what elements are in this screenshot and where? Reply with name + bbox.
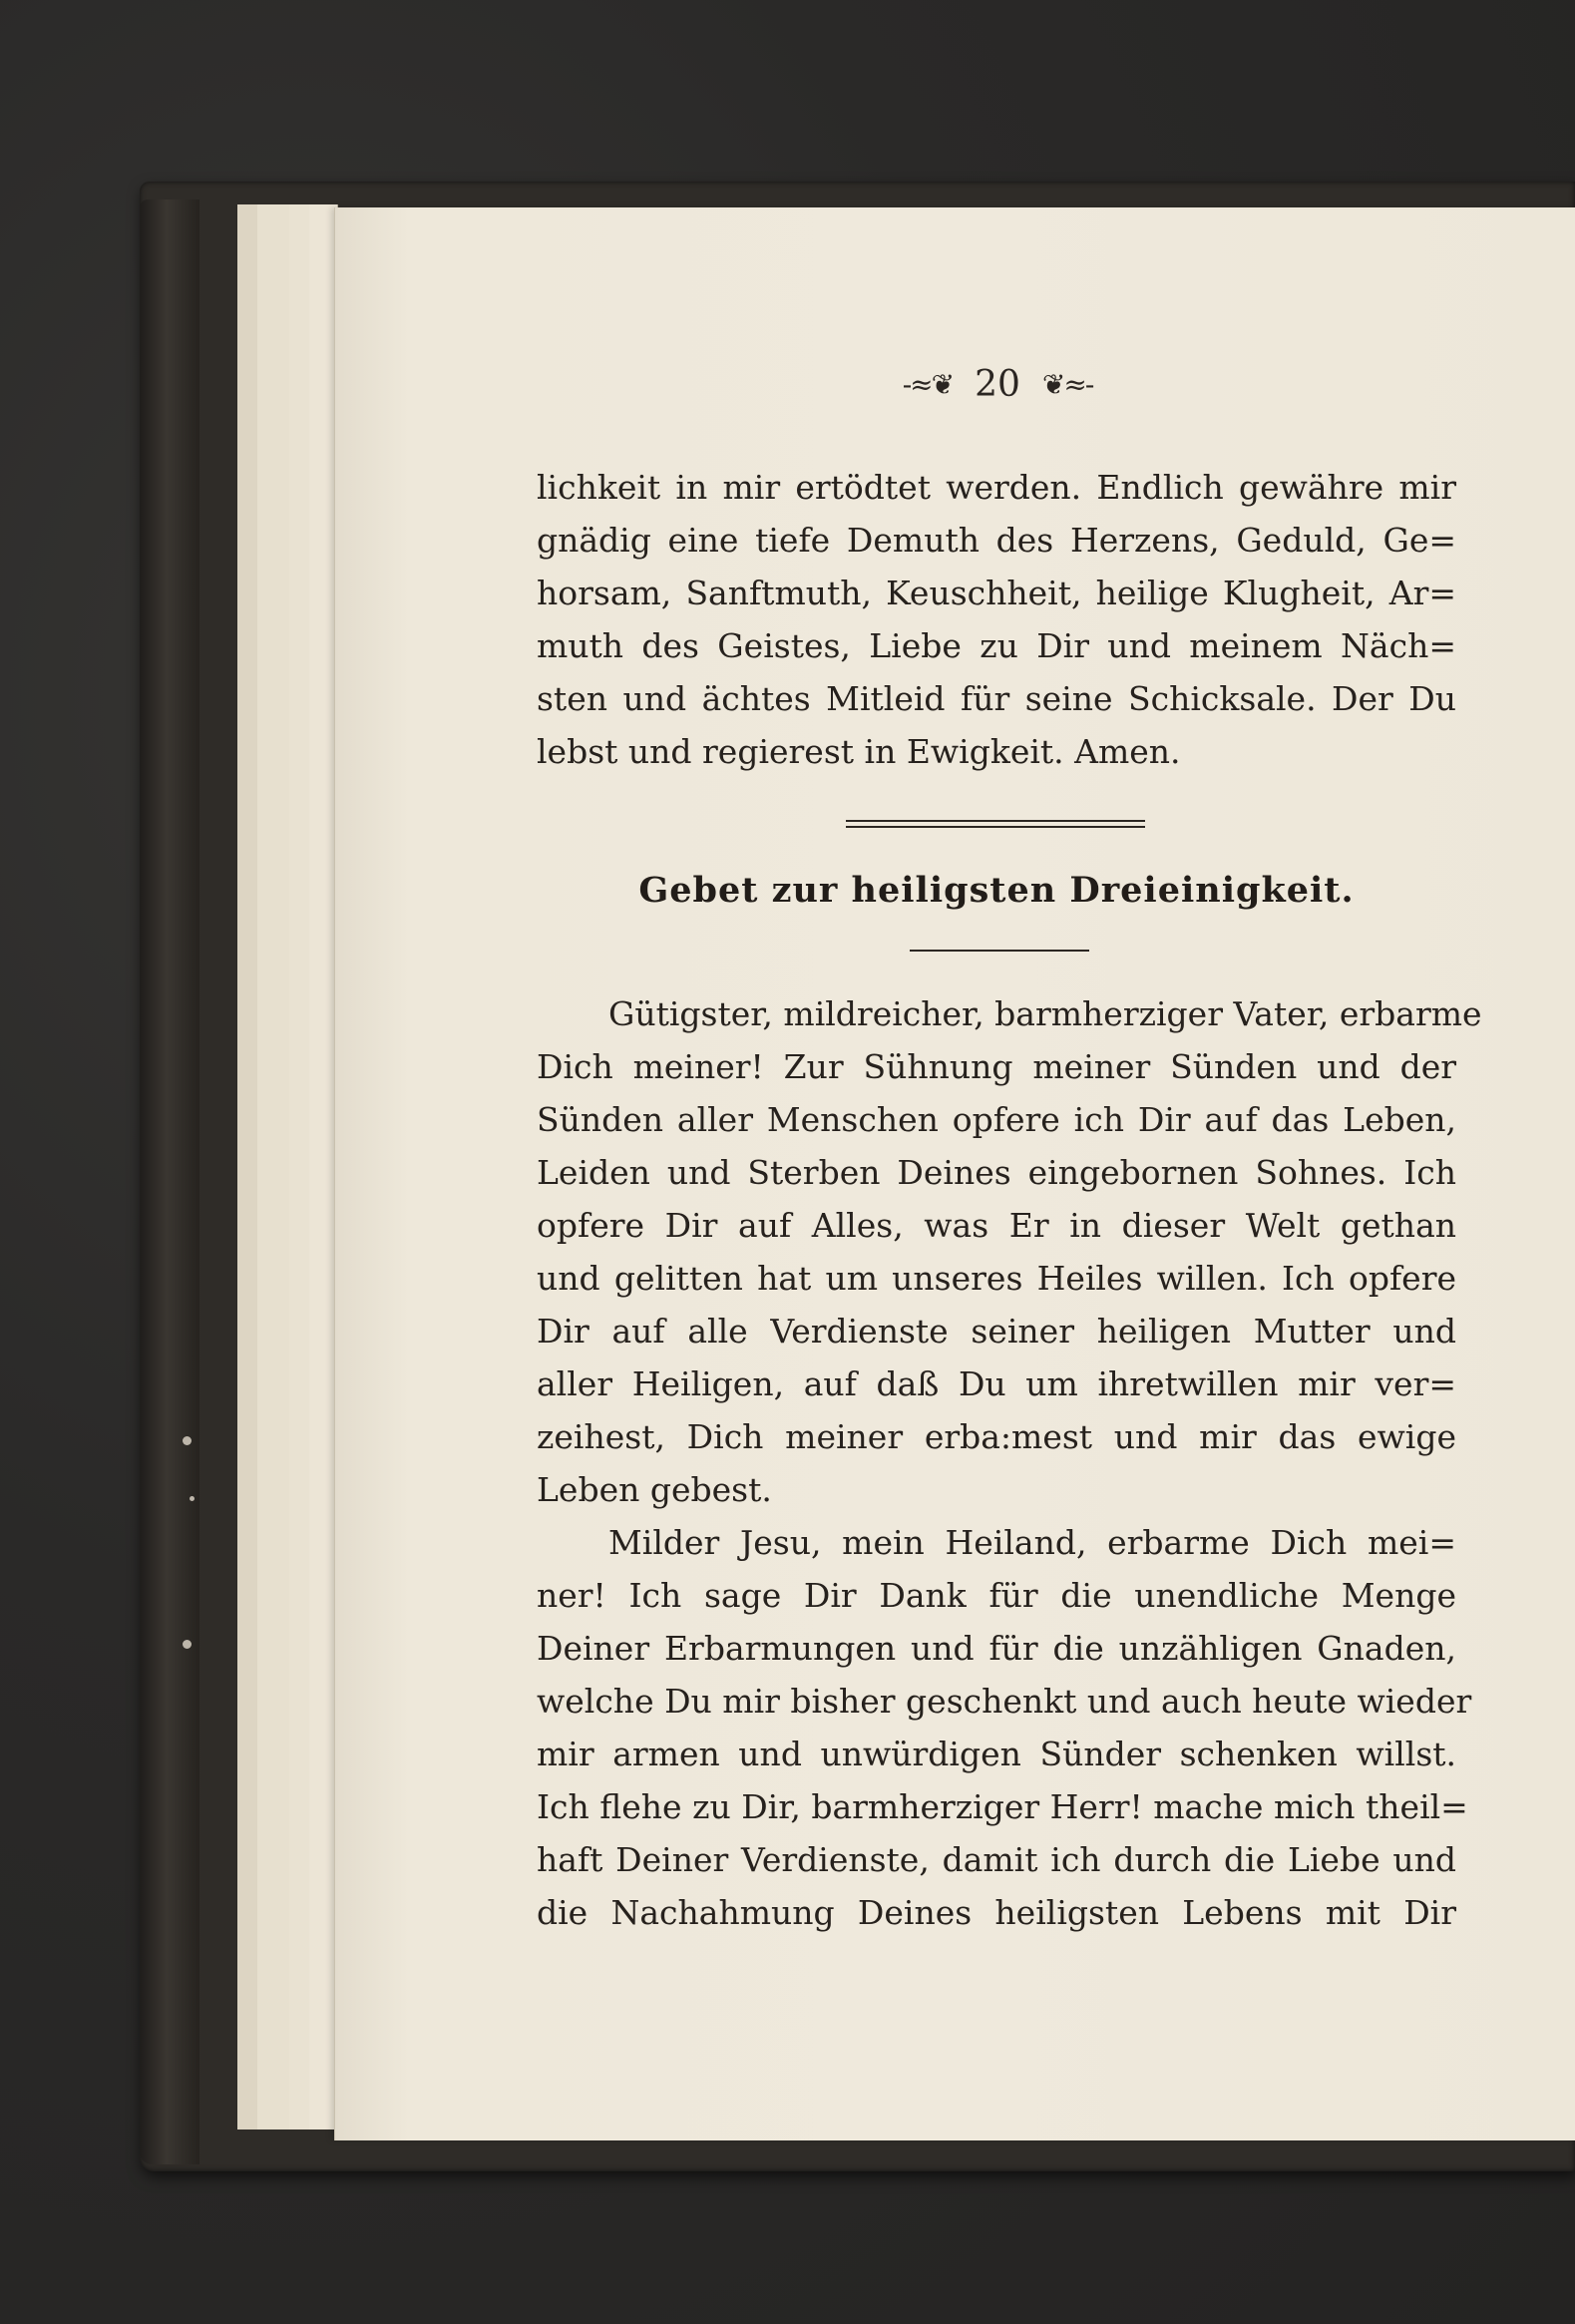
text-line: Ich flehe zu Dir, barmherziger Herr! mache mich theil= <box>537 1787 1468 1826</box>
paragraph-2 <box>537 987 1482 1516</box>
text-line: sten und ächtes Mitleid für seine Schicksale. Der Du <box>537 679 1456 718</box>
ornament-left: -≈❦ <box>902 367 954 401</box>
text-line: gnädig eine tiefe Demuth des Herzens, Geduld, Ge= <box>537 521 1456 560</box>
text-line: ner! Ich sage Dir Dank für die unendliche Menge <box>537 1576 1456 1615</box>
paragraph-3 <box>537 1516 1472 1939</box>
cover-rivet <box>190 1496 195 1501</box>
text-line: opfere Dir auf Alles, was Er in dieser Welt gethan <box>537 1206 1456 1245</box>
book-cover-edge <box>140 199 199 2164</box>
text-line: Sünden aller Menschen opfere ich Dir auf das Leben, <box>537 1100 1456 1139</box>
text-line: Leben gebest. <box>537 1470 772 1509</box>
text-line: mir armen und unwürdigen Sünder schenken willst. <box>537 1735 1456 1773</box>
text-line: aller Heiligen, auf daß Du um ihretwillen mir ver= <box>537 1364 1456 1403</box>
page-number: 20 <box>975 363 1020 405</box>
text-line: Dir auf alle Verdienste seiner heiligen Mutter und <box>537 1312 1456 1351</box>
text-line: und gelitten hat um unseres Heiles willen. Ich opfere <box>537 1259 1456 1298</box>
text-line: Leiden und Sterben Deines eingebornen Sohnes. Ich <box>537 1153 1456 1192</box>
section-divider-single <box>910 950 1089 952</box>
text-line: die Nachahmung Deines heiligsten Lebens mit Dir <box>537 1893 1456 1932</box>
text-line: lichkeit in mir ertödtet werden. Endlich gewähre mir <box>537 468 1456 507</box>
text-line: welche Du mir bisher geschenkt und auch heute wieder <box>537 1682 1472 1721</box>
text-line: haft Deiner Verdienste, damit ich durch die Liebe und <box>537 1840 1456 1879</box>
text-line: Deiner Erbarmungen und für die unzähligen Gnaden, <box>537 1629 1456 1668</box>
section-divider-double <box>846 820 1145 828</box>
section-heading: Gebet zur heiligsten Dreieinigkeit. <box>638 870 1355 911</box>
paragraph-1 <box>537 461 1456 778</box>
text-line: Gütigster, mildreicher, barmherziger Vater, erbarme <box>608 994 1482 1033</box>
text-line: Dich meiner! Zur Sühnung meiner Sünden und der <box>537 1047 1456 1086</box>
text-line: muth des Geistes, Liebe zu Dir und meinem Näch= <box>537 626 1456 665</box>
text-line: horsam, Sanftmuth, Keuschheit, heilige Klugheit, Ar= <box>537 574 1456 612</box>
text-line: zeihest, Dich meiner erba:mest und mir das ewige <box>537 1417 1456 1456</box>
cover-rivet <box>183 1436 192 1445</box>
ornament-right: ❦≈- <box>1041 367 1093 401</box>
text-line: Milder Jesu, mein Heiland, erbarme Dich mei= <box>608 1523 1456 1562</box>
page-header <box>868 359 1127 409</box>
text-line: lebst und regierest in Ewigkeit. Amen. <box>537 732 1181 771</box>
cover-rivet <box>183 1640 192 1649</box>
